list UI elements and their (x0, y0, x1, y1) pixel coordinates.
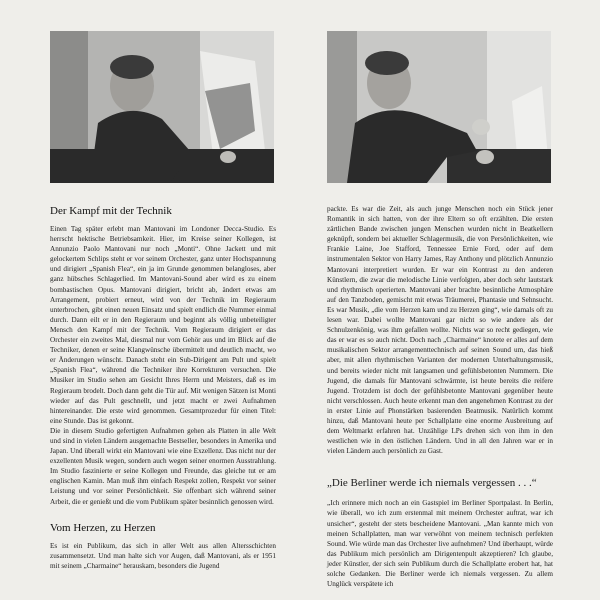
photo-image (50, 31, 274, 183)
section-heading-berliner: „Die Berliner werde ich niemals vergessen . . .“ (327, 477, 537, 490)
paragraph-text: „Ich erinnere mich noch an ein Gastspiel im Berliner Sportpalast. In Berlin, wie überall, wo ich zum erstenmal mit meinem Orchester auftrat, war ich unsicher“, gesteht der stets bescheidene Mantovani. „Man kannte mich von meinen Schallplatten, man war verwöhnt von meinem technisch perfekten Sound. Wie würde man das Orchester live aufnehmen? Und überhaupt, würde das Publikum mich persönlich am Dirigentenpult akzeptieren? Ich glaube, jeder Künstler, der sich sein Publikum durch die Schallplatte erobert hat, hat solche Gedanken. Die Berliner werde ich niemals vergessen. Zu allem Unglück verspätete ich (327, 499, 553, 589)
paragraph (327, 204, 553, 456)
photo-mantovani-conducting (50, 31, 274, 183)
paragraph (50, 541, 276, 571)
paragraph-text: Einen Tag später erlebt man Mantovani im Londoner Decca-Studio. Es herrscht hektische Betriebsamkeit. Hier, im Kreise seiner Kollegen, ist Annunzio Paolo Mantovani nur noch „Monti“. Ohne Jackett und mit gelockertem Schlips steht er vor seinem Orchester, ganz unter Hochspannung und dirigiert „Spanish Flea“, ein ja im Grunde genommen belangloses, aber ganz hübsches Schlagerlied. Im Mantovani-Sound aber wird es zu einem bombastischen Opus. Mantovani dirigiert, bricht ab, ändert etwas am Arrangement, probiert erneut, wird von der Technik im Regieraum unterbrochen, gibt einen neuen Einsatz und spielt endlich die Nummer einmal durch. Dann eilt er in den Regieraum und beginnt als völlig unbeteiligter Mensch den Kampf mit der Technik. Vom Regieraum dirigiert er das Orchester ein zweites Mal, diesmal nur vom Gehör aus und im Blick auf die Techniker, denen er seine Klangwünsche übermittelt und deutlich macht, wo er Änderungen wünscht. Danach steht ein Sub-Dirigent am Pult und spielt „Spanish Flea“, während die Techniker ihre Korrekturen versuchen. Die Musiker im Studio sehen am Gesicht Ihres Herrn und Meisters, daß es im Regieraum brodelt. Doch dann geht die Tür auf. Mit wenigen Sätzen ist Monti wieder auf das Pult geschnellt, und jetzt macht er zwei Aufnahmen hintereinander. Die erste wird genommen. Gesamtprozedur für einen Titel: eine Stunde. Das ist gekonnt. (50, 225, 276, 425)
paragraph (50, 224, 276, 507)
photo-image (327, 31, 551, 183)
section-heading-technik: Der Kampf mit der Technik (50, 205, 172, 217)
paragraph (327, 498, 553, 589)
photo-mantovani-laughing (327, 31, 551, 183)
paragraph-text: Die in diesem Studio gefertigten Aufnahmen gehen als Platten in alle Welt und sind in vielen Ländern ausgemachte Bestseller, besonders in Amerika und Japan. Und überall wirkt ein Mantovani wie eine Exzellenz. Das nicht nur der exzellenten Musik wegen, sondern auch wegen seiner enormen Ausstrahlung. Im Studio faszinierte er seine Kollegen und Freunde, das gleiche tut er am englischen Kamin. Man muß ihm einfach Respekt zollen, Respekt vor seiner Leistung und vor seiner Persönlichkeit. Sie offenbart sich während seiner Arbeit, die er genießt und die vom Publikum später besinnlich genossen wird. (50, 426, 276, 506)
paragraph-text: Es ist ein Publikum, das sich in aller Welt aus allen Altersschichten zusammensetzt. Und man halte sich vor Augen, daß Mantovani, als er 1951 mit seinem „Charmaine“ herauskam, besonders die Jugend (50, 541, 276, 570)
right-text-column (327, 204, 553, 589)
left-text-column (50, 204, 276, 571)
paragraph-text: packte. Es war die Zeit, als auch junge Menschen noch ein Stück jener Romantik in sich hatten, von der ihre Eltern so oft erzählten. Die ersten zärtlichen Bande zwischen jungen Menschen wurden nicht in Beatkellern geknüpft, sondern bei aktueller Schlagermusik, die von Persönlichkeiten, wie Frankie Laine, Joe Stafford, Tennessee Ernie Ford, oder auf dem instrumentalen Sektor von Harry James, Ray Anthony und plötzlich Annunzio Mantovani interpretiert wurden. Er war ein Kontrast zu den anderen Künstlern, die zwar die melodische Linie verfolgten, aber doch sehr lautstark und rhythmisch operierten. Mantovani aber brachte besinnliche Atmosphäre auf den Tanzboden, gemischt mit etwas Träumerei, Phantasie und Sehnsucht. Es war Musik, „die vom Herzen kam und zu Herzen ging“, wie damals oft zu lesen war. Dabei wollte Mantovani gar nicht so wie andere als der Schnulzenkönig, was ihm gefallen wollte. Nichts war so recht gediegen, wie das er war es so auch nicht. Doch nach „Charmaine“ knotete er alles auf dem musikalischen Sektor arrangementtechnisch auf seinen Sound um, das hieß aber, mit allen rhythmischen Varianten der modernen Unterhaltungsmusik, und bereits wieder nicht mit langsamen und gefühlsbetonten Nummern. Die Jugend, die damals für Mantovani schwärmte, ist heute bereits die reifere Jugend. Trotzdem ist doch der gefühlsbetonte Mantovani gegenüber heute nicht verschlossen. Auch heute erkennt man den angenehmen Kontrast zu der in erster Linie auf Phonstärken basierenden Beatmusik. Natürlich kommt hinzu, daß Mantovani heute per Schallplatte eine enorme Ausbreitung auf dem Weltmarkt erfahren hat. Unzählige LPs drehen sich von ihm in den westlichen wie in den östlichen Ländern. Und in all den Jahren war er in vielen Ländern auch persönlich zu Gast. (327, 205, 553, 456)
section-heading-herzen: Vom Herzen, zu Herzen (50, 521, 156, 534)
